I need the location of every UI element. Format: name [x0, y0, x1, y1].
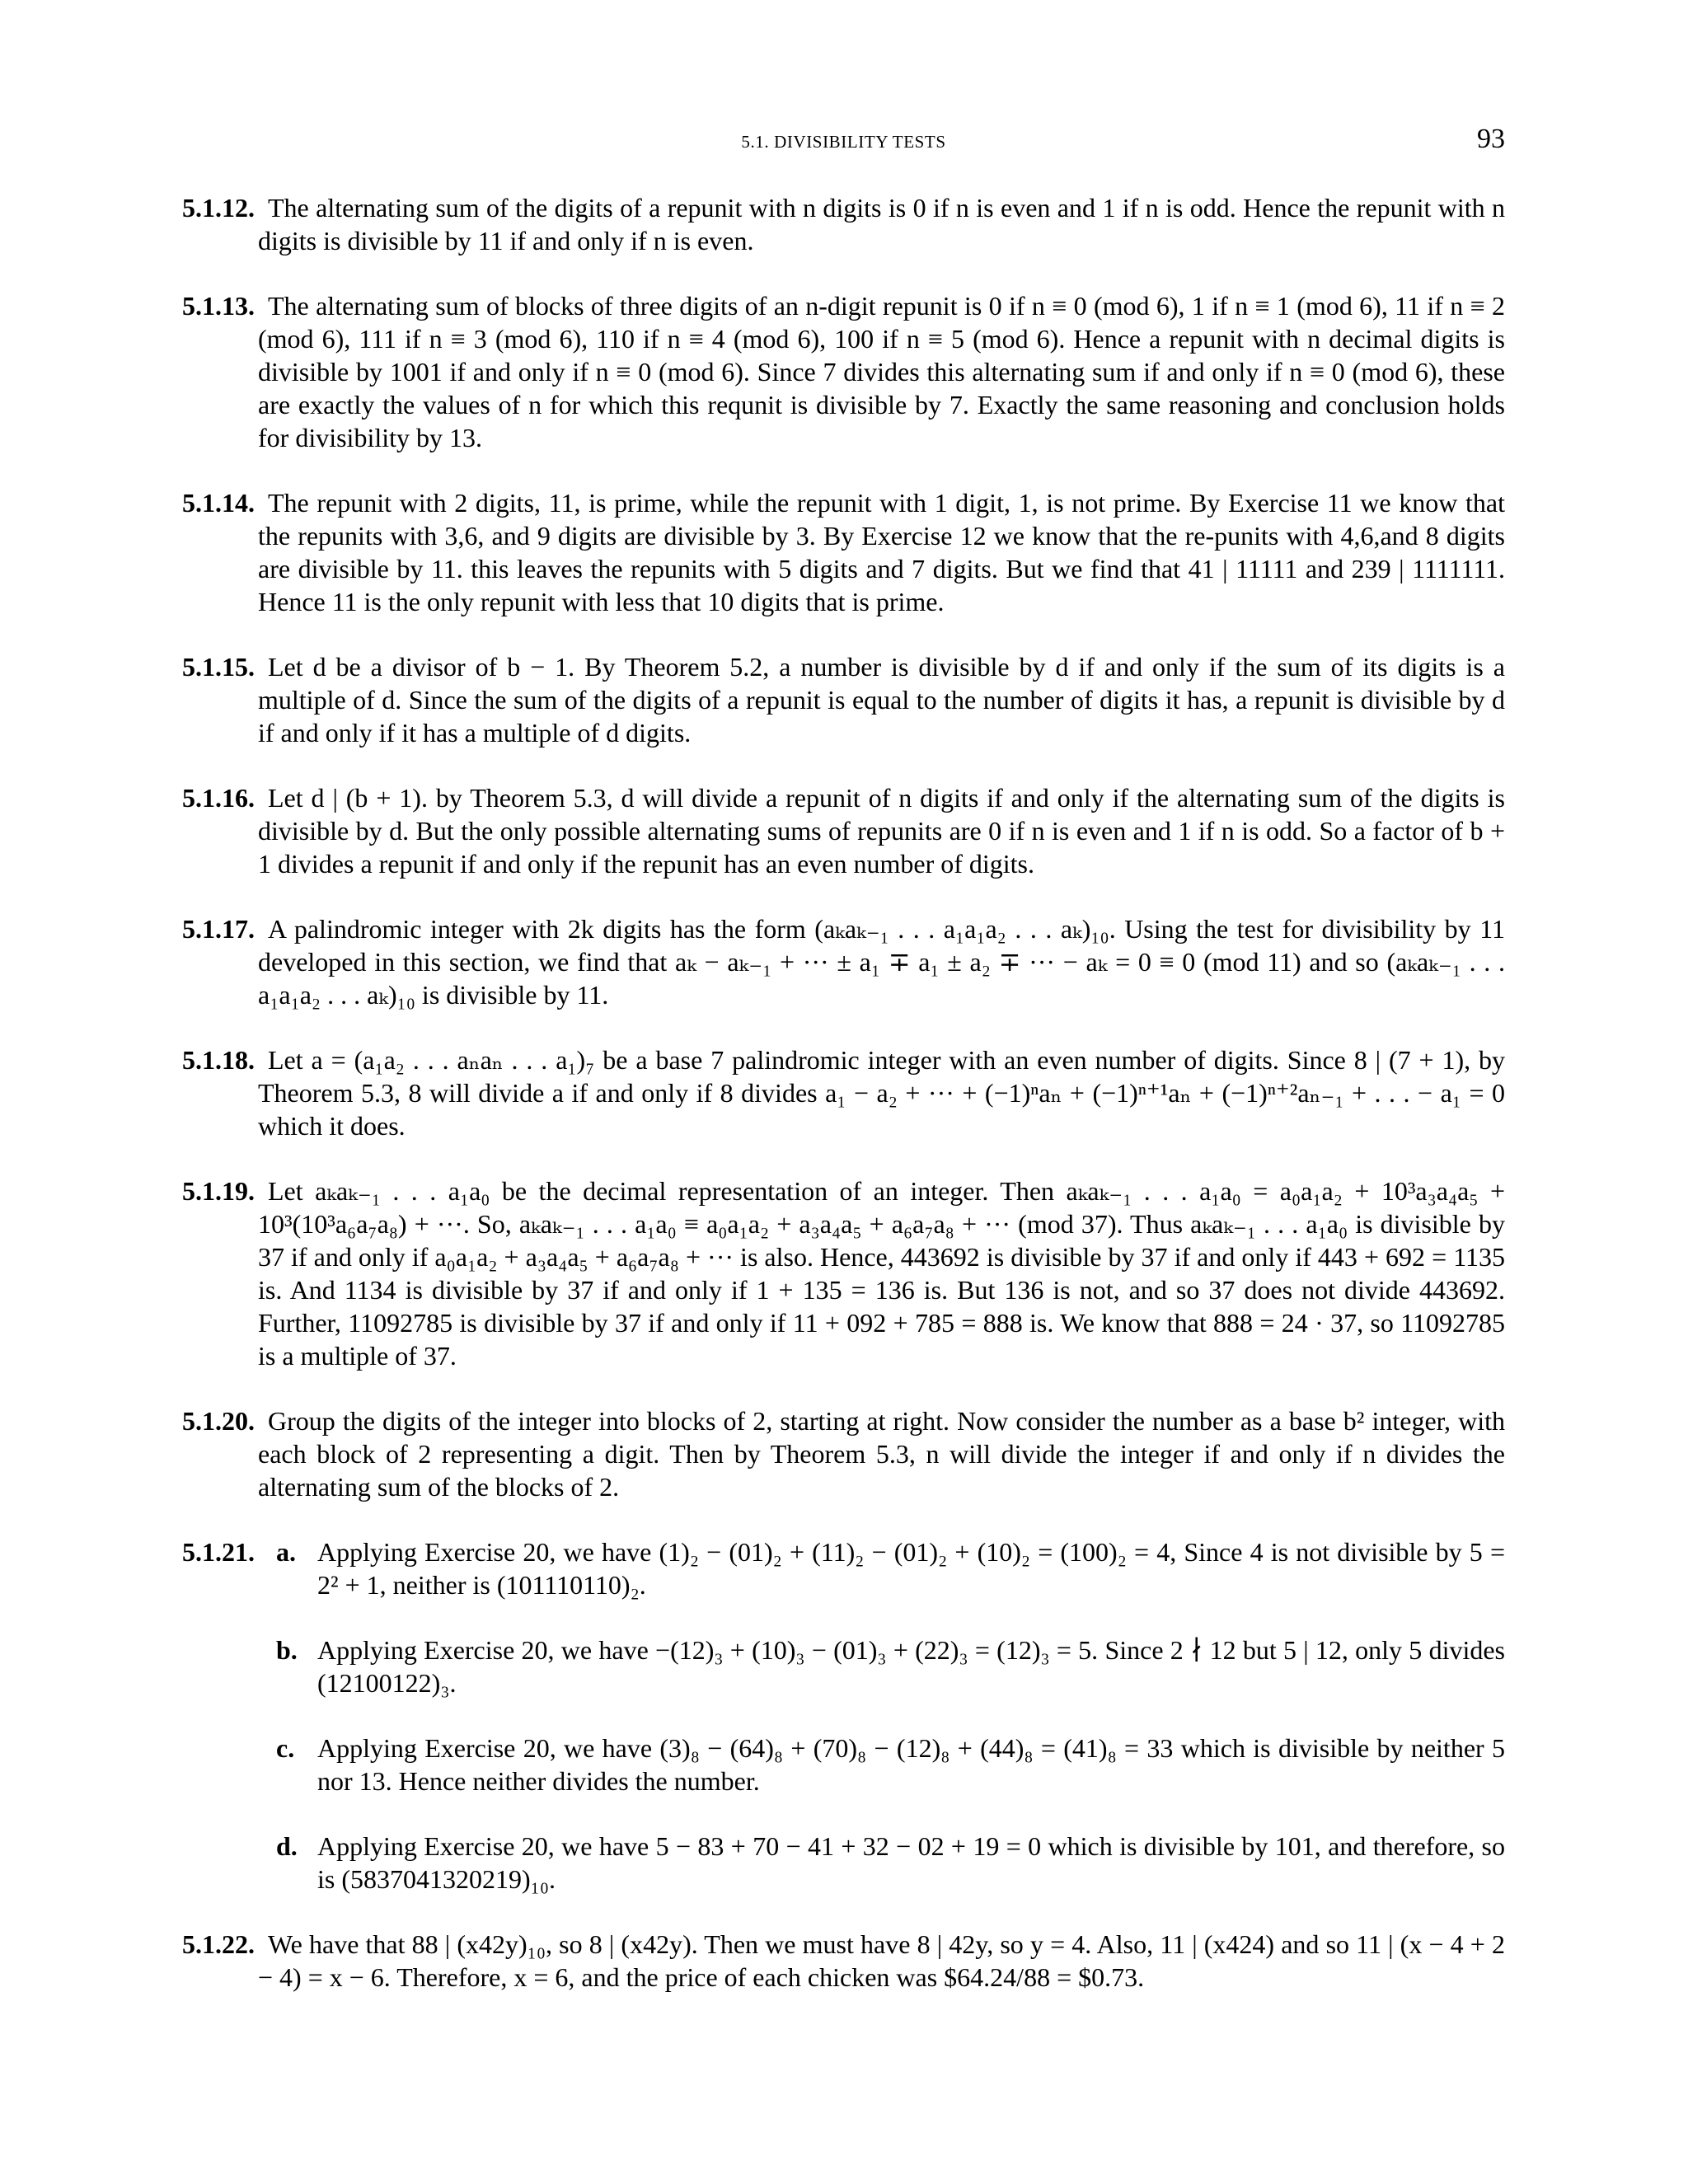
exercise-text: Let aₖaₖ₋₁ . . . a₁a₀ be the decimal representation of an integer. Then aₖaₖ₋₁ . . . a₁a₀ = a₀a₁a₂ + 10³a₃a₄a₅ + 10³(10³a₆a₇a₈) + ···. So, aₖaₖ₋₁ . . . a₁a₀ ≡ a₀a₁a₂ + a₃a₄a₅ + a₆a₇a₈ + ··· (mod 37). Thus aₖaₖ₋₁ . . . a₁a₀ is divisible by 37 if and only if a₀a₁a₂ + a₃a₄a₅ + a₆a₇a₈ + ··· is also. Hence, 443692 is divisible by 37 if and only if 443 + 692 = 1135 is. And 1134 is divisible by 37 if and only if 1 + 135 = 136 is. But 136 is not, and so 37 does not divide 443692. Further, 11092785 is divisible by 37 if and only if 11 + 092 + 785 = 888 is. We know that 888 = 24 · 37, so 11092785 is a multiple of 37.: [258, 1176, 1505, 1371]
exercise-number: 5.1.16.: [182, 783, 255, 813]
exercise-text: Group the digits of the integer into blocks of 2, starting at right. Now consider the number as a base b² integer, with each block of 2 representing a digit. Then by Theorem 5.3, n will divide the integer if and only if n divides the alternating sum of the blocks of 2.: [258, 1406, 1505, 1502]
exercise-number: 5.1.14.: [182, 488, 255, 518]
page-header: [182, 124, 1505, 157]
exercise-text: Let a = (a₁a₂ . . . aₙaₙ . . . a₁)₇ be a base 7 palindromic integer with an even number of digits. Since 8 | (7 + 1), by Theorem 5.3, 8 will divide a if and only if 8 divides a₁ − a₂ + ··· + (−1)ⁿaₙ + (−1)ⁿ⁺¹aₙ + (−1)ⁿ⁺²aₙ₋₁ + . . . − a₁ = 0 which it does.: [258, 1045, 1505, 1141]
exercise-number: 5.1.13.: [182, 291, 255, 321]
page-body: [182, 191, 1505, 2026]
exercise-text: The repunit with 2 digits, 11, is prime, while the repunit with 1 digit, 1, is not prime. By Exercise 11 we know that the repunits with 3,6, and 9 digits are divisible by 3. By Exercise 12 we know that the re-punits with 4,6,and 8 digits are divisible by 11. this leaves the repunits with 5 digits and 7 digits. But we find that 41 | 11111 and 239 | 1111111. Hence 11 is the only repunit with less that 10 digits that is prime.: [258, 488, 1505, 616]
part-label: d.: [276, 1831, 298, 1861]
exercise-5-1-18: [182, 1043, 1505, 1142]
exercise-5-1-20: [182, 1404, 1505, 1503]
exercise-number: 5.1.22.: [182, 1929, 255, 1959]
running-head: 5.1. DIVISIBILITY TESTS: [741, 132, 946, 152]
exercise-5-1-12: [182, 191, 1505, 257]
exercise-part-d: [276, 1830, 1505, 1896]
exercise-text: A palindromic integer with 2k digits has the form (aₖaₖ₋₁ . . . a₁a₁a₂ . . . aₖ)₁₀. Using the test for divisibility by 11 developed in this section, we find that aₖ − aₖ₋₁ + ··· ± a₁ ∓ a₁ ± a₂ ∓ ··· − aₖ = 0 ≡ 0 (mod 11) and so (aₖaₖ₋₁ . . . a₁a₁a₂ . . . aₖ)₁₀ is divisible by 11.: [258, 914, 1505, 1010]
exercise-5-1-14: [182, 486, 1505, 618]
part-text: Applying Exercise 20, we have (3)₈ − (64)₈ + (70)₈ − (12)₈ + (44)₈ = (41)₈ = 33 which is divisible by neither 5 nor 13. Hence neither divides the number.: [317, 1733, 1505, 1796]
exercise-text: We have that 88 | (x42y)₁₀, so 8 | (x42y). Then we must have 8 | 42y, so y = 4. Also, 11 | (x424) and so 11 | (x − 4 + 2 − 4) = x − 6. Therefore, x = 6, and the price of each chicken was $64.24/88 = $0.73.: [258, 1929, 1505, 1992]
exercise-number: 5.1.18.: [182, 1045, 255, 1075]
exercise-5-1-17: [182, 912, 1505, 1011]
exercise-number: 5.1.20.: [182, 1406, 255, 1436]
part-label: b.: [276, 1635, 298, 1665]
exercise-number: 5.1.21.: [182, 1537, 255, 1567]
part-text: Applying Exercise 20, we have (1)₂ − (01)₂ + (11)₂ − (01)₂ + (10)₂ = (100)₂ = 4, Since 4 is not divisible by 5 = 2² + 1, neither is (101110110)₂.: [317, 1537, 1505, 1600]
exercise-5-1-19: [182, 1174, 1505, 1372]
exercise-part-b: [276, 1633, 1505, 1699]
part-label: a.: [276, 1537, 296, 1567]
exercise-5-1-22: [182, 1928, 1505, 1994]
part-label: c.: [276, 1733, 295, 1763]
exercise-number: 5.1.12.: [182, 193, 255, 223]
exercise-number: 5.1.17.: [182, 914, 255, 944]
exercise-text: Let d | (b + 1). by Theorem 5.3, d will divide a repunit of n digits if and only if the alternating sum of the digits is divisible by d. But the only possible alternating sums of repunits are 0 if n is even and 1 if n is odd. So a factor of b + 1 divides a repunit if and only if the repunit has an even number of digits.: [258, 783, 1505, 879]
exercise-5-1-16: [182, 781, 1505, 880]
exercise-text: The alternating sum of the digits of a repunit with n digits is 0 if n is even and 1 if n is odd. Hence the repunit with n digits is divisible by 11 if and only if n is even.: [258, 193, 1505, 255]
exercise-text: Let d be a divisor of b − 1. By Theorem 5.2, a number is divisible by d if and only if the sum of its digits is a multiple of d. Since the sum of the digits of a repunit is equal to the number of digits it has, a repunit is divisible by d if and only if it has a multiple of d digits.: [258, 652, 1505, 748]
part-text: Applying Exercise 20, we have −(12)₃ + (10)₃ − (01)₃ + (22)₃ = (12)₃ = 5. Since 2 ∤ 12 but 5 | 12, only 5 divides (12100122)₃.: [317, 1635, 1505, 1698]
exercise-part-c: [276, 1732, 1505, 1797]
exercise-number: 5.1.19.: [182, 1176, 255, 1206]
part-text: Applying Exercise 20, we have 5 − 83 + 70 − 41 + 32 − 02 + 19 = 0 which is divisible by 101, and therefore, so is (5837041320219)₁₀.: [317, 1831, 1505, 1894]
exercise-5-1-13: [182, 289, 1505, 454]
exercise-5-1-15: [182, 650, 1505, 749]
exercise-number: 5.1.15.: [182, 652, 255, 682]
exercise-5-1-21: [182, 1535, 1505, 1896]
exercise-text: The alternating sum of blocks of three digits of an n-digit repunit is 0 if n ≡ 0 (mod 6), 1 if n ≡ 1 (mod 6), 11 if n ≡ 2 (mod 6), 111 if n ≡ 3 (mod 6), 110 if n ≡ 4 (mod 6), 100 if n ≡ 5 (mod 6). Hence a repunit with n decimal digits is divisible by 1001 if and only if n ≡ 0 (mod 6). Since 7 divides this alternating sum if and only if n ≡ 0 (mod 6), these are exactly the values of n for which this requnit is divisible by 7. Exactly the same reasoning and conclusion holds for divisibility by 13.: [258, 291, 1505, 452]
exercise-part-a: [182, 1535, 1505, 1601]
page-number: 93: [1477, 124, 1505, 154]
